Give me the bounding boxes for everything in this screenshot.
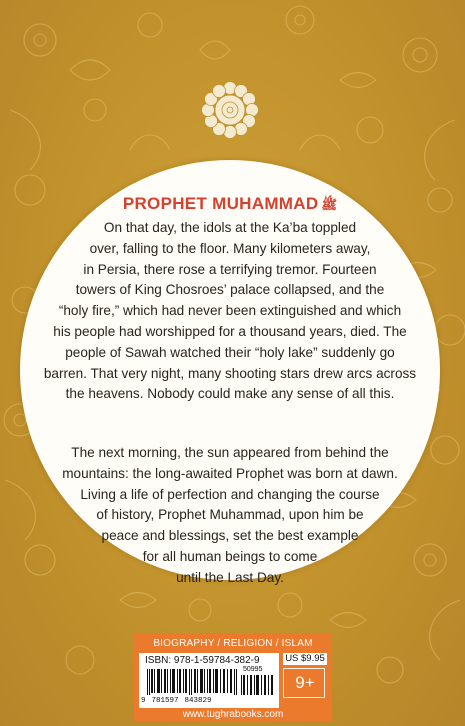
barcode (139, 653, 279, 708)
blurb-circle (20, 160, 440, 585)
blurb-line: for all human beings to come (142, 548, 318, 564)
book-title-text: PROPHET MUHAMMAD (122, 194, 319, 213)
category-label: BIOGRAPHY / RELIGION / ISLAM (153, 638, 313, 649)
blurb-line: people of Sawah watched their “holy lake” suddenly go (65, 344, 395, 360)
isbn-label: ISBN: 978-1-59784-382-9 (145, 655, 260, 666)
addon-number: 50995 (243, 666, 263, 673)
price-label: US $9.95 (283, 653, 327, 665)
blurb-line: of history, Prophet Muhammad, upon him be (96, 507, 364, 523)
ean-barcode-bars (147, 669, 239, 695)
blurb-line: The next morning, the sun appeared from behind the (71, 445, 389, 460)
blurb-paragraph-1 (20, 218, 440, 405)
imprint-box (134, 633, 332, 721)
rosette-ornament-icon (200, 80, 260, 140)
book-title (20, 194, 440, 216)
ean-digits (141, 697, 218, 705)
blurb-line: “holy fire,” which had never been extinguished and which (58, 303, 402, 319)
blurb-line: peace and blessings, set the best example (101, 528, 359, 544)
blurb-line: his people had worshipped for a thousand years, died. The (53, 323, 407, 339)
blurb-line: barren. That very night, many shooting stars drew arcs across (43, 365, 417, 381)
blurb-line: towers of King Chosroes’ palace collapsed, and the (75, 282, 385, 298)
addon-barcode-bars (241, 675, 275, 695)
blurb-line: the heavens. Nobody could make any sense of all this. (65, 386, 395, 402)
blurb-line: Living a life of perfection and changing the course (80, 486, 380, 502)
blurb-line: mountains: the long-awaited Prophet was born at dawn. (62, 465, 398, 481)
publisher-url: www.tughrabooks.com (182, 709, 284, 720)
ean-digit-group: 781597 (151, 697, 179, 705)
honorific-seal: ﷺ (321, 197, 338, 212)
blurb-line: in Persia, there rose a terrifying tremor. Fourteen (83, 261, 377, 277)
blurb-paragraph-2 (20, 443, 440, 589)
blurb-line: until the Last Day. (176, 569, 284, 585)
age-rating: 9+ (295, 673, 315, 692)
ean-digit-group: 9 (141, 697, 146, 705)
blurb-line: On that day, the idols at the Ka’ba toppled (103, 220, 357, 235)
ean-digit-group: 843829 (184, 697, 212, 705)
blurb-line: over, falling to the floor. Many kilometers away, (89, 240, 371, 256)
